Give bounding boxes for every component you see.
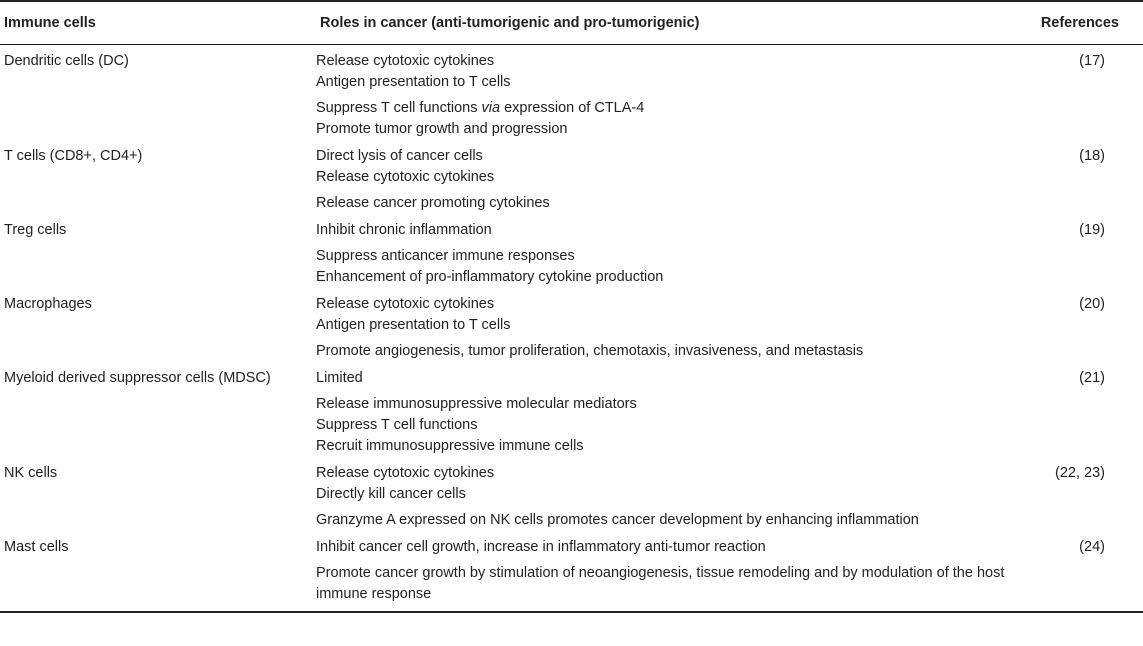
role-line: Limited [316,370,363,386]
anti-tumorigenic-roles [316,463,1010,505]
anti-tumorigenic-roles [316,294,1010,336]
role-line: Granzyme A expressed on NK cells promotes cancer development by enhancing inflammation [316,512,919,528]
table-row [0,45,1143,141]
table-row [0,531,1143,612]
cell-references: (17) [1079,53,1105,69]
cell-roles [316,457,1010,531]
role-line: Inhibit cancer cell growth, increase in inflammatory anti-tumor reaction [316,539,766,555]
pro-tumorigenic-roles [316,341,1010,362]
role-line: Recruit immunosuppressive immune cells [316,438,584,454]
cell-roles [316,140,1010,214]
role-line: Suppress T cell functions [316,417,478,433]
role-line: Suppress T cell functions via expression of CTLA-4 [316,100,645,116]
header-roles: Roles in cancer (anti-tumorigenic and pro-tumorigenic) [316,1,1010,45]
role-line: Directly kill cancer cells [316,486,466,502]
anti-tumorigenic-roles [316,146,1010,188]
role-line: Release immunosuppressive molecular mediators [316,396,637,412]
reference-link[interactable]: 21 [1084,370,1101,386]
anti-tumorigenic-roles [316,220,1010,241]
reference-link[interactable]: 24 [1084,539,1101,555]
cell-references: (19) [1079,222,1105,238]
cell-immune-cell-name: Dendritic cells (DC) [4,53,129,69]
role-line: Suppress anticancer immune responses [316,248,575,264]
table-row [0,362,1143,457]
cell-immune-cell-name: Myeloid derived suppressor cells (MDSC) [4,370,271,386]
pro-tumorigenic-roles [316,563,1010,605]
table-body [0,45,1143,613]
role-line: Promote tumor growth and progression [316,121,568,137]
role-line: Direct lysis of cancer cells [316,148,483,164]
table-row [0,457,1143,531]
cell-references: (21) [1079,370,1105,386]
pro-tumorigenic-roles [316,193,1010,214]
anti-tumorigenic-roles [316,537,1010,558]
role-line: Release cytotoxic cytokines [316,465,495,481]
cell-references: (20) [1079,296,1105,312]
role-line: Inhibit chronic inflammation [316,222,492,238]
cell-roles [316,362,1010,457]
reference-link[interactable]: 17 [1084,53,1101,69]
reference-link[interactable]: 22 [1059,465,1076,481]
cell-references: (24) [1010,531,1143,612]
table-header-row [0,1,1143,45]
role-line: Release cytotoxic cytokines [316,53,495,69]
cell-references: (22, 23) [1054,465,1105,481]
anti-tumorigenic-roles [316,368,1010,389]
cell-immune-cell-name: Treg cells [4,222,67,238]
table-row [0,288,1143,362]
cell-references: (18) [1079,148,1105,164]
reference-link[interactable]: 23 [1084,465,1101,481]
role-line: Release cytotoxic cytokines [316,169,495,185]
anti-tumorigenic-roles [316,51,1010,93]
pro-tumorigenic-roles [316,510,1010,531]
table-row [0,214,1143,288]
cell-roles [316,214,1010,288]
cell-roles [316,45,1010,141]
role-line: Enhancement of pro-inflammatory cytokine production [316,269,664,285]
reference-link[interactable]: 20 [1084,296,1101,312]
reference-link[interactable]: 18 [1084,148,1101,164]
cell-roles [316,288,1010,362]
role-line: Release cancer promoting cytokines [316,195,550,211]
cell-immune-cell-name: NK cells [4,465,58,481]
cell-roles [316,531,1010,612]
cell-immune-cell-name: Mast cells [0,531,316,612]
cell-immune-cell-name: T cells (CD8+, CD4+) [4,148,143,164]
pro-tumorigenic-roles [316,394,1010,457]
header-immune-cells: Immune cells [0,1,316,45]
reference-link[interactable]: 19 [1084,222,1101,238]
role-line: Antigen presentation to T cells [316,317,511,333]
role-line: Antigen presentation to T cells [316,74,511,90]
role-line: Promote angiogenesis, tumor proliferation, chemotaxis, invasiveness, and metastasis [316,343,864,359]
role-line: Release cytotoxic cytokines [316,296,495,312]
table-row [0,140,1143,214]
cell-immune-cell-name: Macrophages [4,296,92,312]
pro-tumorigenic-roles [316,98,1010,140]
role-line: Promote cancer growth by stimulation of neoangiogenesis, tissue remodeling and by modulation of the host immune response [316,565,1005,602]
header-references: References [1010,1,1143,45]
pro-tumorigenic-roles [316,246,1010,288]
